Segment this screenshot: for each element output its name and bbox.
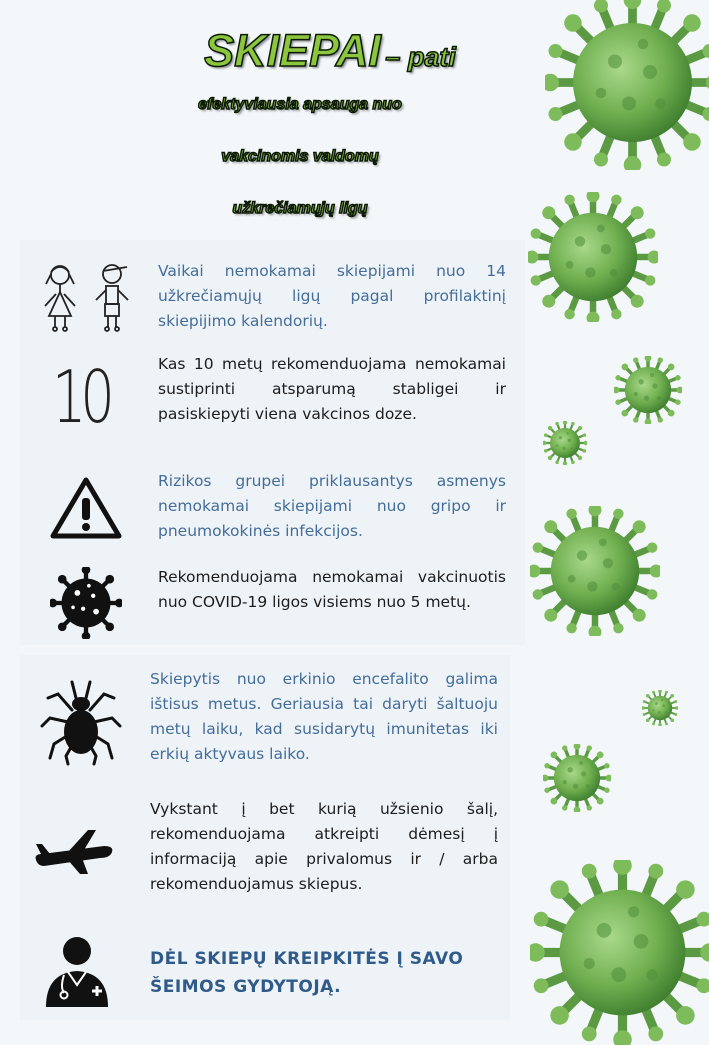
number-10-icon: 10 (52, 355, 109, 439)
footer-message (150, 945, 510, 1001)
title-rest: – pati (385, 42, 456, 72)
item-risk-group-text: Rizikos grupei priklausantys asmenys nemokamai skiepijami nuo gripo ir pneumokokinės infekcijos. (158, 472, 506, 540)
virus-decoration-6 (642, 690, 678, 726)
virus-decoration-3 (614, 356, 682, 424)
virus-decoration-7 (543, 744, 611, 812)
doctor-icon (42, 935, 112, 1009)
warning-icon (50, 476, 122, 540)
footer-line-1: DĖL SKIEPŲ KREIPKITĖS Į SAVO (150, 949, 464, 969)
virus-decoration-4 (543, 421, 587, 465)
tick-icon (38, 676, 124, 766)
virus-decoration-8 (530, 860, 709, 1045)
children-icon (36, 262, 138, 334)
airplane-icon (34, 826, 114, 876)
item-tick-encephalitis-text: Skiepytis nuo erkinio encefalito galima ištisus metus. Geriausia tai daryti šaltuoju metų laiku, kad susidarytų imunitetas iki erkių aktyvaus laiko. (150, 670, 498, 763)
item-travel-text: Vykstant į bet kurią užsienio šalį, rekomenduojama atkreipti dėmesį į informaciją apie privalomus ir / arba rekomenduojamus skiepus. (150, 800, 498, 893)
item-children-text: Vaikai nemokamai skiepijami nuo 14 užkrečiamųjų ligų pagal profilaktinį skiepijimo kalendorių. (158, 262, 506, 330)
item-tetanus-text: Kas 10 metų rekomenduojama nemokamai sustiprinti atsparumą stabligei ir pasiskiepyti viena vakcinos doze. (158, 355, 506, 423)
title-word: SKIEPAI (204, 25, 381, 76)
virus-decoration-5 (530, 506, 660, 636)
virus-icon (50, 567, 122, 639)
title-line-2: efektyviausia apsauga nuo (198, 96, 402, 113)
item-covid-text: Rekomenduojama nemokamai vakcinuotis nuo COVID-19 ligos visiems nuo 5 metų. (158, 568, 506, 611)
title-line-1 (30, 26, 630, 76)
footer-line-2: ŠEIMOS GYDYTOJĄ. (150, 977, 342, 997)
title-line-4: užkrečiamųjų ligų (232, 200, 368, 217)
title-line-3: vakcinomis valdomų (221, 148, 379, 165)
